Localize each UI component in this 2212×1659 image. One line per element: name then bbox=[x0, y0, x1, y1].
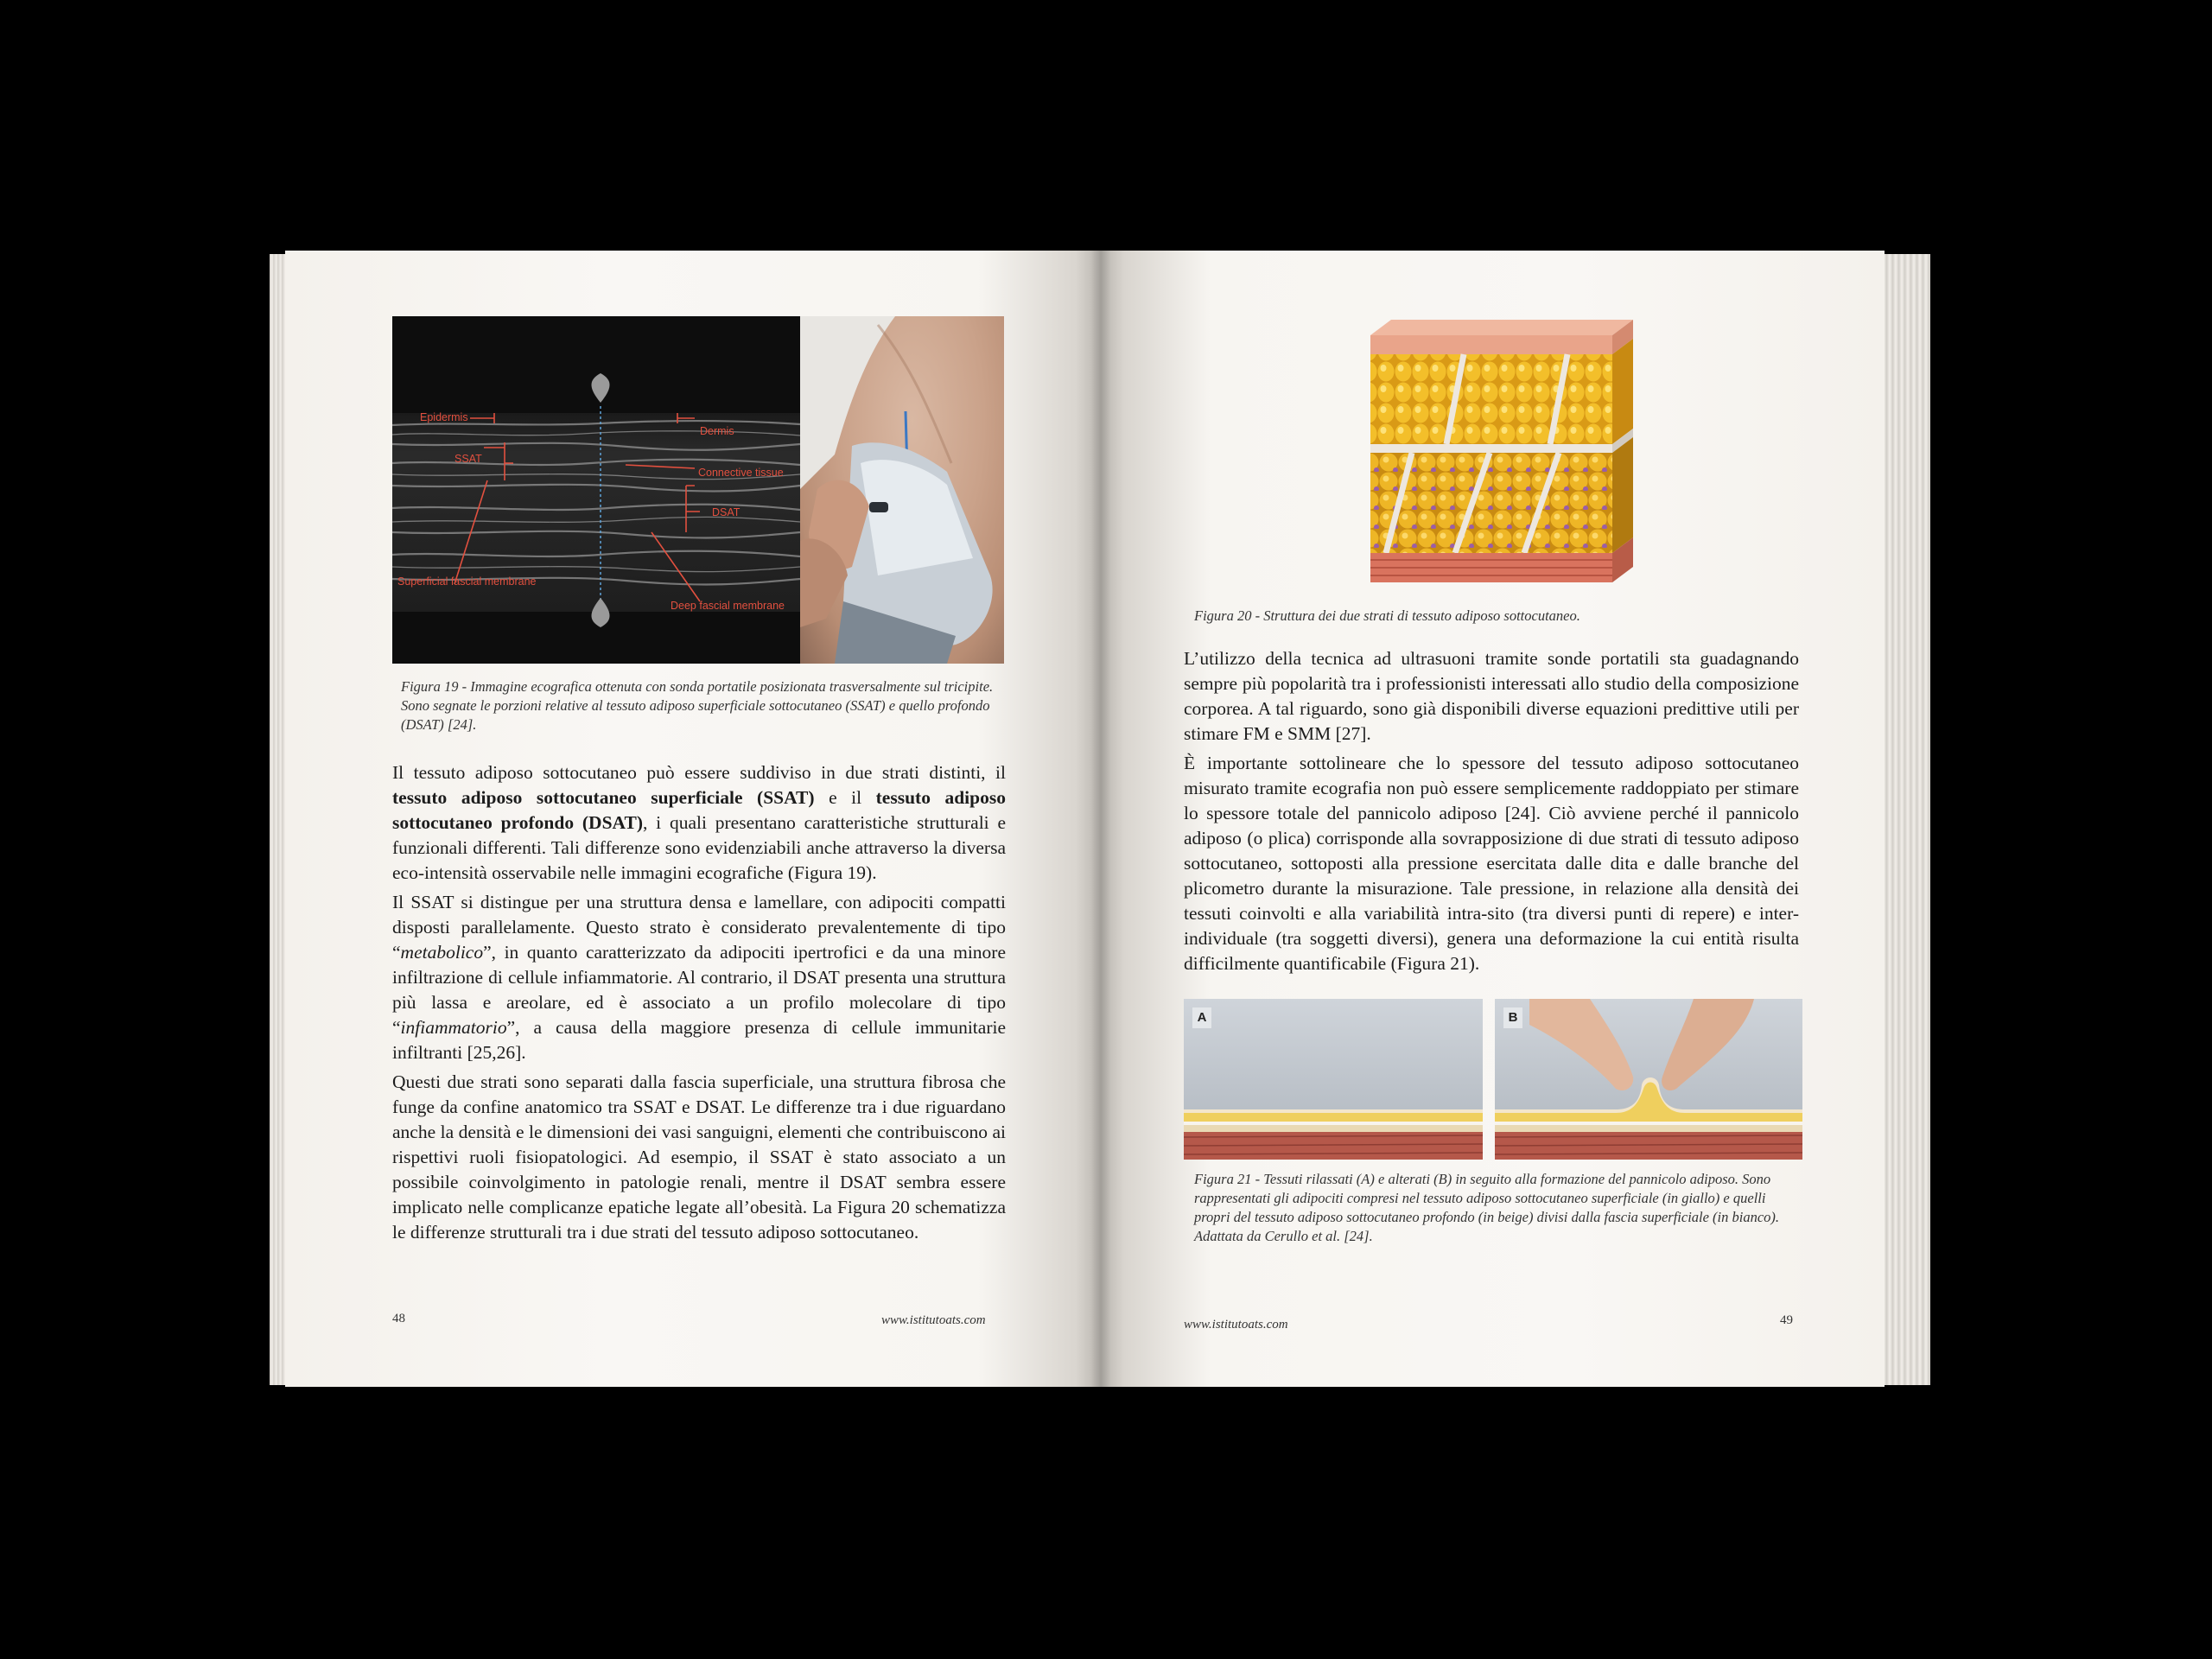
probe-photo bbox=[800, 316, 1004, 664]
label-dsat: DSAT bbox=[712, 506, 741, 518]
left-footer-url: www.istitutoats.com bbox=[881, 1313, 986, 1327]
left-body-text bbox=[392, 760, 1006, 1249]
figure21-panel-a bbox=[1184, 999, 1483, 1160]
right-page-edges bbox=[1880, 254, 1930, 1385]
right-paragraph-2: È importante sottolineare che lo spessore del tessuto adiposo sottocutaneo misurato tramite ecografia non può essere semplicemente raddoppiato per stimare lo spessore totale del pannicolo adiposo [24]. Ciò avviene perché il pannicolo adiposo (o plica) corrisponde alla sovrapposizione di due strati di tessuto adiposo sottocutaneo, sottoposti alla pressione esercitata dalle dita e dalle branche del plicometro durante la misurazione. Tale pressione, in relazione alla densità dei tessuti coinvolti e alla variabilità intra-sito (tra diversi punti di repere) e inter-individuale (tra soggetti diversi), genera una deformazione la cui entità risulta difficilmente quantificabile (Figura 21). bbox=[1184, 753, 1799, 974]
figure20-caption: Figura 20 - Struttura dei due strati di tessuto adiposo sottocutaneo. bbox=[1194, 607, 1580, 624]
figure21-panel-b bbox=[1495, 999, 1802, 1160]
right-page bbox=[1101, 251, 1885, 1387]
left-paragraph-3: Questi due strati sono separati dalla fascia superficiale, una struttura fibrosa che funge da confine anatomico tra SSAT e DSAT. Le differenze tra i due riguardano anche la densità e le dimensioni dei vasi sanguigni, elementi che contribuiscono ai rispettivi ruoli fisiopatologici. Ad esempio, il SSAT è stato associato a un possibile coinvolgimento in patologie renali, mentre il DSAT sembra essere implicato nelle complicanze epatiche legate all’obesità. La Figura 20 schematizza le differenze strutturali tra i due strati del tessuto adiposo sottocutaneo. bbox=[392, 1071, 1006, 1243]
right-paragraph-1: L’utilizzo della tecnica ad ultrasuoni tramite sonde portatili sta guadagnando sempre più popolarità tra i professionisti interessati allo studio della composizione corporea. A tal riguardo, sono già disponibili diverse equazioni predittive utili per stimare FM e SMM [27]. bbox=[1184, 648, 1799, 744]
panel-a-label: A bbox=[1192, 1007, 1211, 1028]
figure19-caption: Figura 19 - Immagine ecografica ottenuta con sonda portatile posizionata trasversalmente sul tricipite. Sono segnate le porzioni relative al tessuto adiposo superficiale sottocutaneo (SSAT) e quello profondo (DSAT) [24]. bbox=[401, 678, 994, 733]
ultrasound-image bbox=[392, 316, 800, 664]
adipose-layers-illustration bbox=[1360, 320, 1637, 598]
label-connective-tissue: Connective tissue bbox=[698, 467, 784, 479]
label-epidermis: Epidermis bbox=[420, 411, 468, 423]
right-page-number: 49 bbox=[1780, 1313, 1793, 1327]
left-paragraph-1: Il tessuto adiposo sottocutaneo può essere suddiviso in due strati distinti, il tessuto adiposo sottocutaneo superficiale (SSAT) e il tessuto adiposo sottocutaneo profondo (DSAT), i quali presentano caratteristiche strutturali e funzionali differenti. Tali differenze sono evidenziabili anche attraverso la diversa eco-intensità osservabile nelle immagini ecografiche (Figura 19). bbox=[392, 762, 1007, 883]
left-paragraph-2: Il SSAT si distingue per una struttura densa e lamellare, con adipociti compatti disposti parallelamente. Questo strato è considerato prevalentemente di tipo “metabolico”, in quanto caratterizzato da adipociti ipertrofici e da una minore infiltrazione di cellule infiammatorie. Al contrario, il DSAT presenta una struttura più lassa e areolare, ed è associato a un profilo molecolare di tipo “infiammatorio”, a causa della maggiore presenza di cellule immunitarie infiltranti [25,26]. bbox=[392, 892, 1006, 1063]
label-deep-fascial-membrane: Deep fascial membrane bbox=[671, 600, 785, 612]
left-page-number: 48 bbox=[392, 1312, 405, 1325]
left-page bbox=[285, 251, 1101, 1387]
label-superficial-fascial-membrane: Superficial fascial membrane bbox=[397, 575, 537, 588]
book-gutter bbox=[1090, 251, 1111, 1387]
label-ssat: SSAT bbox=[454, 453, 482, 465]
figure21-caption: Figura 21 - Tessuti rilassati (A) e alterati (B) in seguito alla formazione del pannicolo adiposo. Sono rappresentati gli adipociti compresi nel tessuto adiposo sottocutaneo superficiale (in giallo) e quelli propri del tessuto adiposo sottocutaneo profondo (in beige) divisi dalla fascia superficiale (in bianco). Adattata da Cerullo et al. [24]. bbox=[1194, 1171, 1780, 1244]
right-footer-url: www.istitutoats.com bbox=[1184, 1318, 1288, 1332]
label-dermis: Dermis bbox=[700, 425, 734, 437]
right-body-text bbox=[1184, 646, 1799, 981]
panel-b-label: B bbox=[1503, 1007, 1522, 1028]
